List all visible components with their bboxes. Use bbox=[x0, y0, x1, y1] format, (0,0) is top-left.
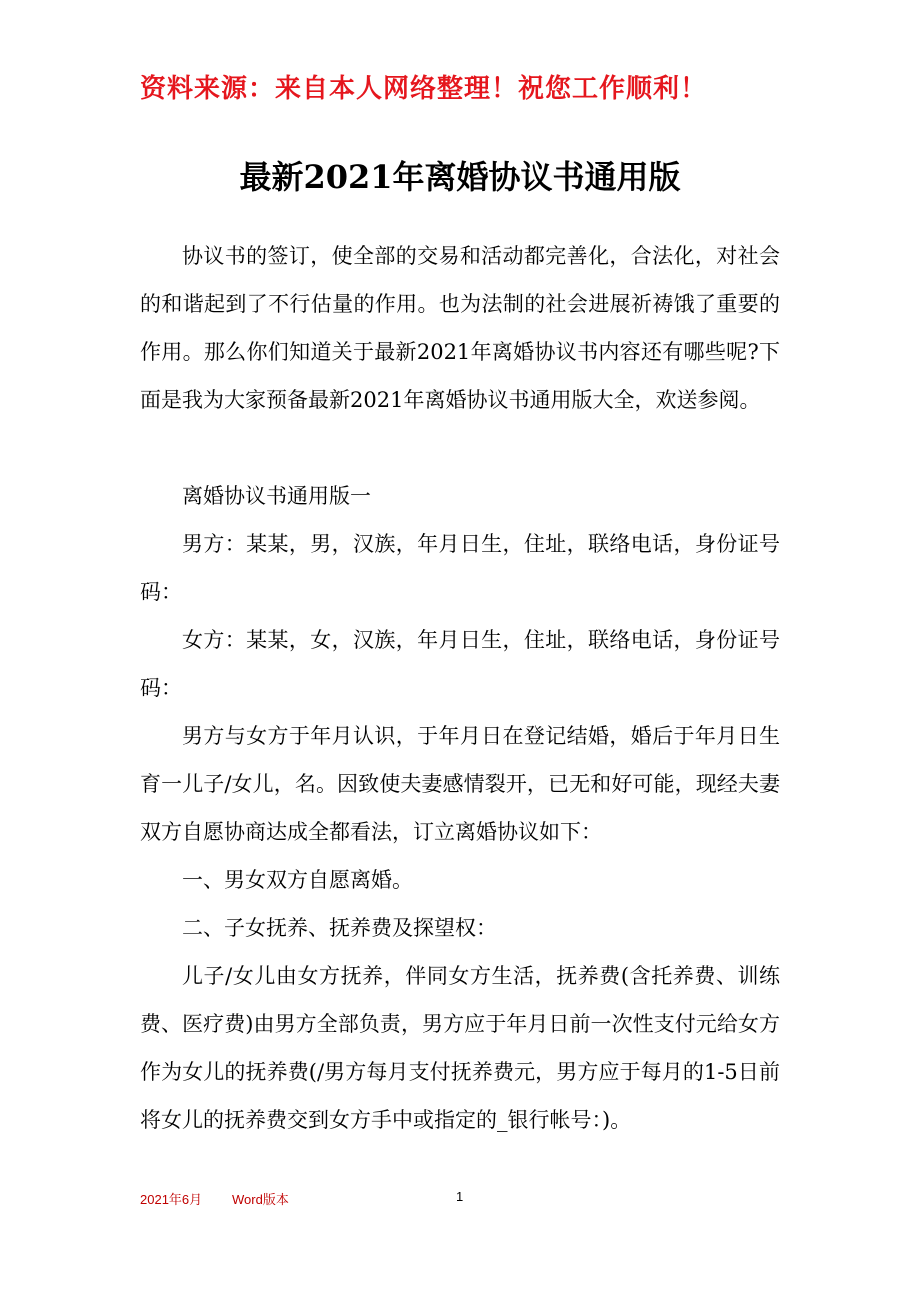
child-support-paragraph: 儿子/女儿由女方抚养，伴同女方生活，抚养费(含托养费、训练费、医疗费)由男方全部负责，男方应于年月日前一次性支付元给女方作为女儿的抚养费(/男方每月支付抚养费元，男方应于每月的1-5日前将女儿的抚养费交到女方手中或指定的_银行帐号：)。 bbox=[140, 964, 780, 1132]
page-number: 1 bbox=[456, 1189, 464, 1204]
footer-version: Word版本 bbox=[232, 1192, 289, 1207]
intro-paragraph: 协议书的签订，使全部的交易和活动都完善化，合法化，对社会的和谐起到了不行估量的作用。也为法制的社会进展祈祷饿了重要的作用。那么你们知道关于最新2021年离婚协议书内容还有哪些呢?下面是我为大家预备最新2021年离婚协议书通用版大全，欢送参阅。 bbox=[140, 244, 780, 412]
page-title: 最新2021年离婚协议书通用版 bbox=[239, 158, 681, 196]
document-body bbox=[140, 232, 780, 1144]
party-female-paragraph: 女方：某某，女，汉族，年月日生，住址，联络电话，身份证号码： bbox=[140, 628, 780, 700]
source-banner: 资料来源：来自本人网络整理！祝您工作顺利！ bbox=[140, 74, 708, 104]
paragraph-spacer bbox=[140, 424, 780, 472]
page-footer bbox=[140, 1189, 780, 1207]
section-heading: 离婚协议书通用版一 bbox=[182, 484, 371, 508]
clause-one: 一、男女双方自愿离婚。 bbox=[182, 868, 413, 892]
footer-date: 2021年6月 bbox=[140, 1192, 203, 1207]
party-male-paragraph: 男方：某某，男，汉族，年月日生，住址，联络电话，身份证号码： bbox=[140, 532, 780, 604]
marriage-background-paragraph: 男方与女方于年月认识，于年月日在登记结婚，婚后于年月日生育一儿子/女儿，名。因致使夫妻感情裂开，已无和好可能，现经夫妻双方自愿协商达成全都看法，订立离婚协议如下： bbox=[140, 724, 780, 844]
clause-two-heading: 二、子女抚养、抚养费及探望权： bbox=[182, 916, 497, 940]
